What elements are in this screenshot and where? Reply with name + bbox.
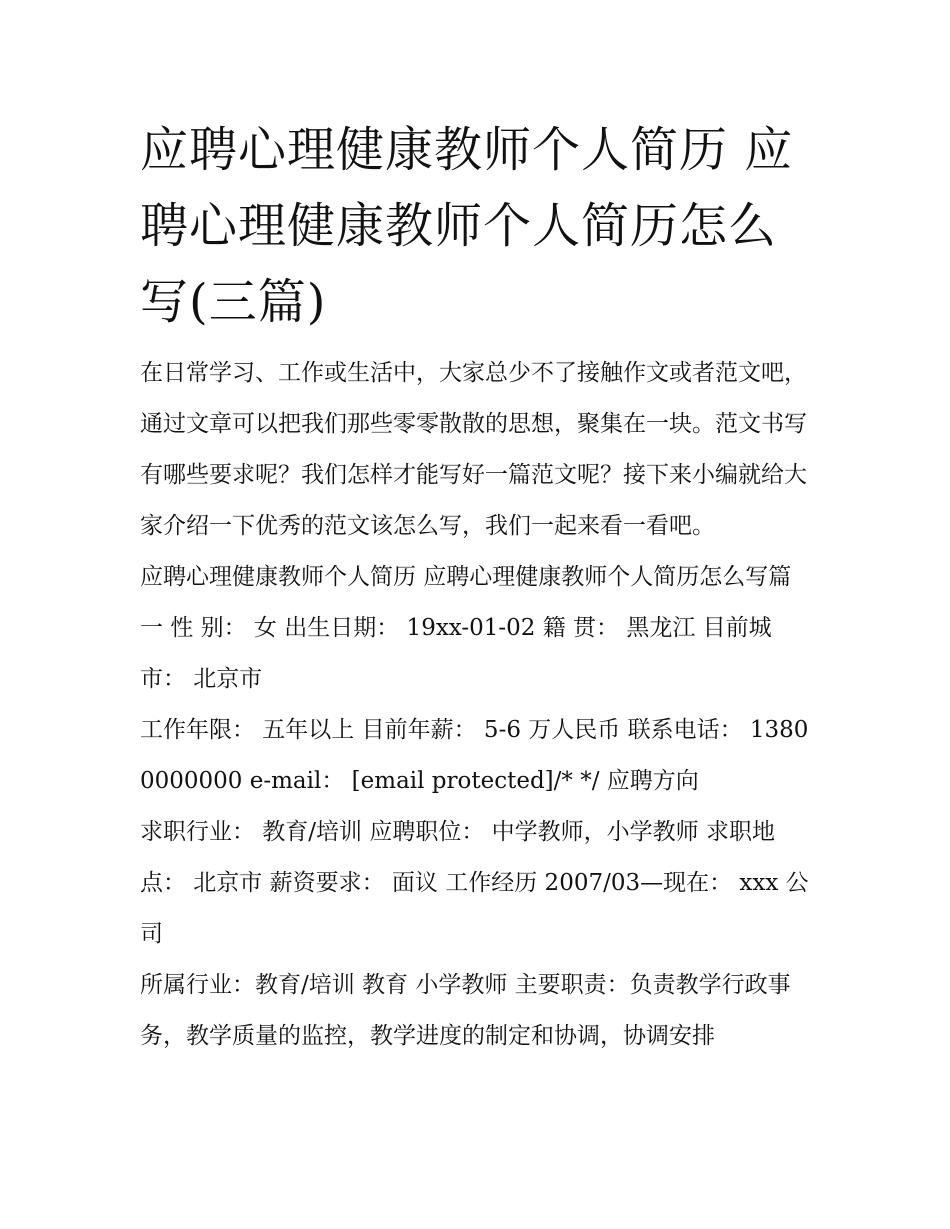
document-page xyxy=(140,112,812,1062)
resume-job-intention: 求职行业： 教育/培训 应聘职位： 中学教师，小学教师 求职地点： 北京市 薪资要求： 面议 工作经历 2007/03—现在： xxx 公司 xyxy=(140,819,809,947)
resume-job-duties: 所属行业：教育/培训 教育 小学教师 主要职责：负责教学行政事务，教学质量的监控，教学进度的制定和协调，协调安排 xyxy=(140,972,791,1049)
resume-personal-info: 应聘心理健康教师个人简历 应聘心理健康教师个人简历怎么写篇一 性 别： 女 出生日期： 19xx-01-02 籍 贯： 黑龙江 目前城市： 北京市 xyxy=(140,564,792,692)
resume-contact-info: 工作年限： 五年以上 目前年薪： 5-6 万人民币 联系电话： 13800000000 e-mail： [email protected]/* */ 应聘方向 xyxy=(140,717,809,794)
intro-paragraph: 在日常学习、工作或生活中，大家总少不了接触作文或者范文吧，通过文章可以把我们那些零零散散的思想，聚集在一块。范文书写有哪些要求呢？我们怎样才能写好一篇范文呢？接下来小编就给大家介绍一下优秀的范文该怎么写，我们一起来看一看吧。 xyxy=(140,360,807,539)
document-title: 应聘心理健康教师个人简历 应聘心理健康教师个人简历怎么写(三篇) xyxy=(140,122,794,330)
